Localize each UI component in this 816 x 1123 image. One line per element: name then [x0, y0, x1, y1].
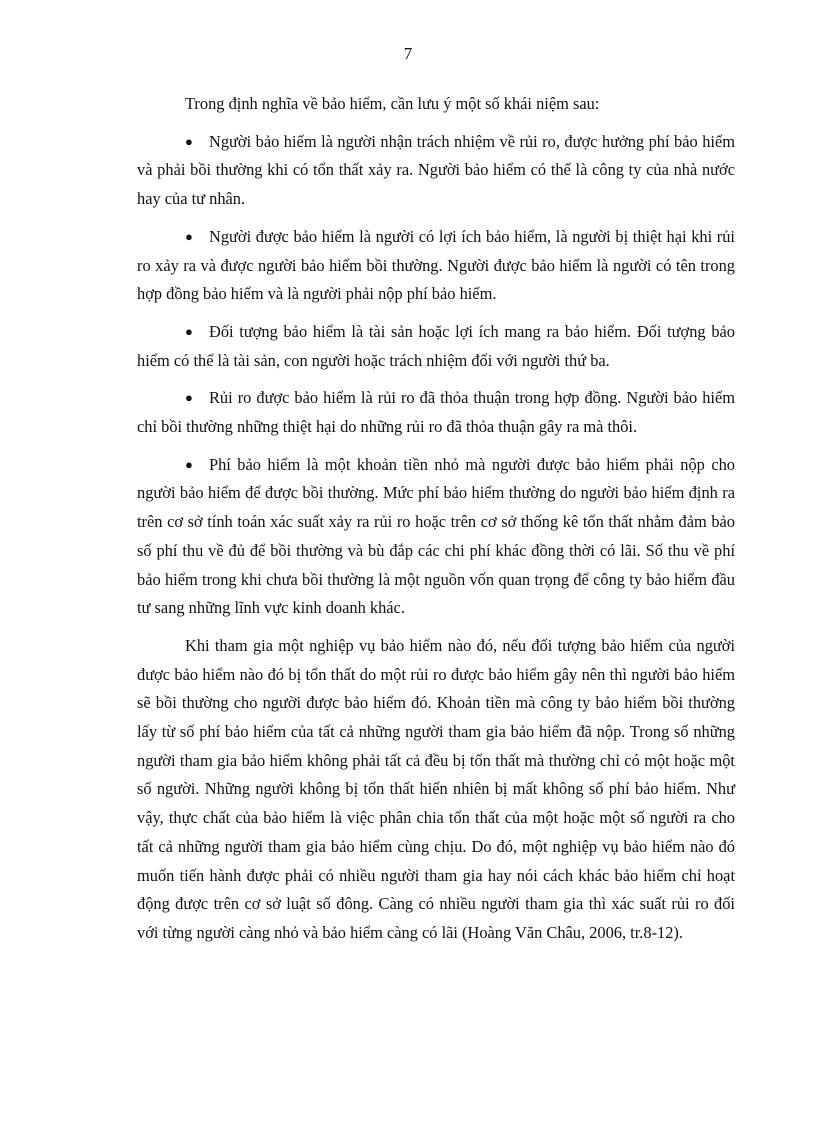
bullet-icon: ● [185, 323, 193, 339]
bullet-icon: ● [185, 390, 193, 406]
page-number: 7 [403, 44, 413, 63]
bullet-item-insurer [137, 128, 735, 214]
bullet-icon: ● [185, 456, 193, 472]
bullet-icon: ● [185, 133, 193, 149]
bullet-text: Phí bảo hiểm là một khoản tiền nhỏ mà người được bảo hiểm phải nộp cho người bảo hiểm để được bồi thường. Mức phí bảo hiểm thường do người bảo hiểm định ra trên cơ sở tính toán xác suất xảy ra rủi ro hoặc trên cơ sở thống kê tổn thất nhằm đảm bảo số phí thu về đủ để bồi thường và bù đắp các chi phí khác đồng thời có lãi. Số thu về phí bảo hiểm trong khi chưa bồi thường là một nguồn vốn quan trọng để công ty bảo hiểm đầu tư sang những lĩnh vực kinh doanh khác. [137, 454, 735, 618]
bullet-text: Người bảo hiểm là người nhận trách nhiệm về rủi ro, được hưởng phí bảo hiểm và phải bồi thường khi có tổn thất xảy ra. Người bảo hiểm có thể là công ty của nhà nước hay của tư nhân. [137, 131, 735, 209]
bullet-item-insured [137, 223, 735, 309]
bullet-item-risk [137, 384, 735, 441]
intro-paragraph: Trong định nghĩa về bảo hiểm, cần lưu ý một số khái niệm sau: [185, 94, 600, 113]
bullet-icon: ● [185, 228, 193, 244]
page-body [137, 90, 735, 957]
bullet-text: Rủi ro được bảo hiểm là rủi ro đã thỏa thuận trong hợp đồng. Người bảo hiểm chỉ bồi thường những thiệt hại do những rủi ro đã thỏa thuận gây ra mà thôi. [137, 388, 735, 437]
bullet-item-subject [137, 318, 735, 375]
bullet-text: Người được bảo hiểm là người có lợi ích bảo hiểm, là người bị thiệt hại khi rủi ro xảy ra và được người bảo hiểm bồi thường. Người được bảo hiểm là người có tên trong hợp đồng bảo hiểm và là người phải nộp phí bảo hiểm. [137, 226, 735, 304]
bullet-item-premium [137, 451, 735, 623]
bullet-text: Đối tượng bảo hiểm là tài sản hoặc lợi ích mang ra bảo hiểm. Đối tượng bảo hiểm có thể là tài sản, con người hoặc trách nhiệm đối với người thứ ba. [137, 321, 735, 370]
closing-paragraph: Khi tham gia một nghiệp vụ bảo hiểm nào đó, nếu đối tượng bảo hiểm của người được bảo hiểm nào đó bị tổn thất do một rủi ro được bảo hiểm gây nên thì người bảo hiểm sẽ bồi thường cho người được bảo hiểm đó. Khoản tiền mà công ty bảo hiểm bồi thường lấy từ số phí bảo hiểm của tất cả những người tham gia bảo hiểm đã nộp. Trong số những người tham gia bảo hiểm không phải tất cả đều bị tổn thất mà thường chỉ có một hoặc một số người. Những người không bị tổn thất hiển nhiên bị mất không số phí bảo hiểm. Như vậy, thực chất của bảo hiểm là việc phân chia tổn thất của một hoặc một số người ra cho tất cả những người tham gia bảo hiểm cùng chịu. Do đó, một nghiệp vụ bảo hiểm nào đó muốn tiến hành được phải có nhiều người tham gia hay nói cách khác bảo hiểm chỉ hoạt động được trên cơ sở luật số đông. Càng có nhiều người tham gia thì xác suất rủi ro đối với từng người càng nhỏ và bảo hiểm càng có lãi (Hoàng Văn Châu, 2006, tr.8-12). [137, 635, 735, 942]
